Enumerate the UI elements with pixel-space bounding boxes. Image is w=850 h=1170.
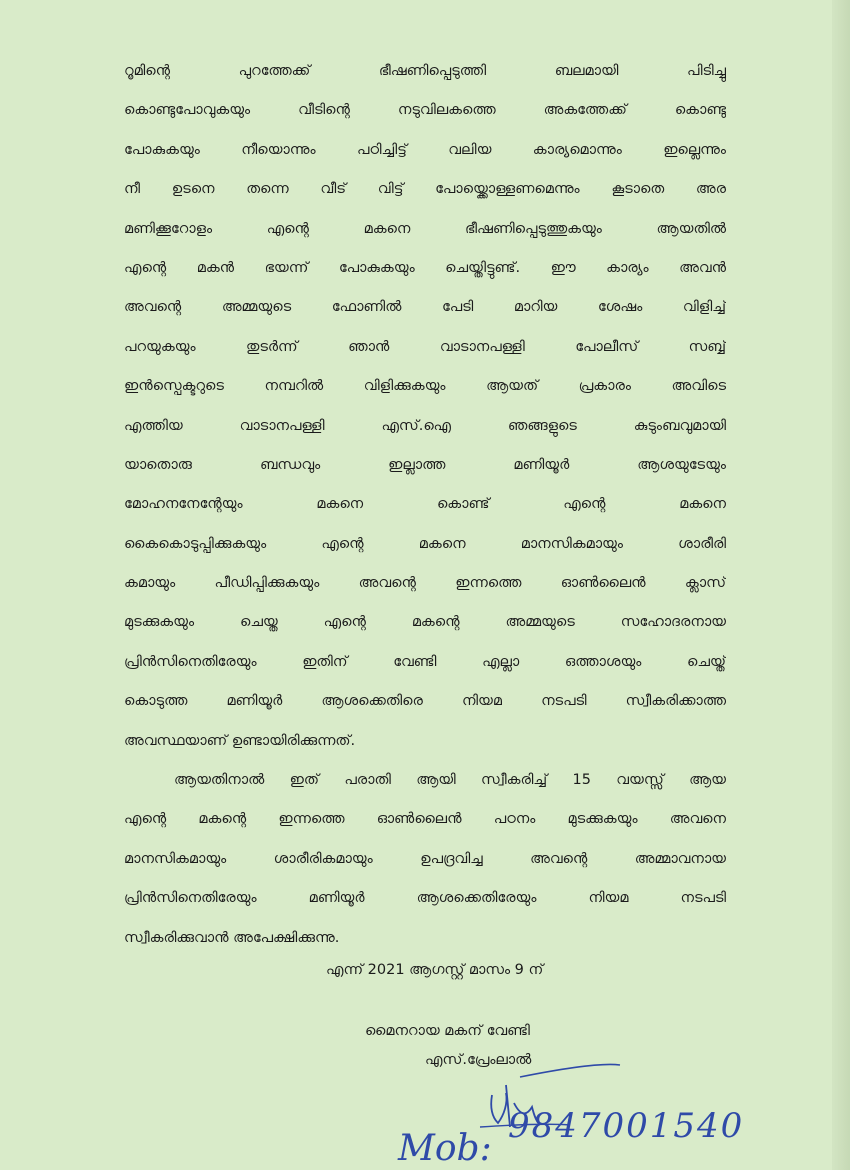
body-line-10: എത്തിയ വാടാനപള്ളി എസ്.ഐ ഞങ്ങളുടെ കുടുംബവുമായി	[124, 417, 726, 434]
body-line-11: യാതൊരു ബന്ധവും ഇല്ലാത്ത മണിയൂർ ആശയുടേയും	[124, 456, 726, 473]
body-line-20: എന്റെ മകന്റെ ഇന്നത്തെ ഓൺലൈൻ പഠനം മുടക്കുകയും അവനെ	[124, 811, 726, 828]
body-line-22: പ്രിൻസിനെതിരേയും മണിയൂർ ആശക്കെതിരേയും നിയമ നടപടി	[124, 890, 726, 907]
body-line-7: അവന്റെ അമ്മയുടെ ഫോണിൽ പേടി മാറിയ ശേഷം വിളിച്ച്	[124, 299, 726, 316]
body-line-21: മാനസികമായും ശാരീരികമായും ഉപദ്രവിച്ച അവന്റെ അമ്മാവനായ	[124, 850, 726, 867]
body-line-23: സ്വീകരിക്കുവാൻ അപേക്ഷിക്കുന്നു.	[124, 929, 340, 946]
body-line-17: കൊടുത്ത മണിയൂർ ആശക്കെതിരെ നിയമ നടപടി സ്വീകരിക്കാത്ത	[124, 693, 726, 710]
body-line-14: കമായും പീഡിപ്പിക്കുകയും അവന്റെ ഇന്നത്തെ ഓൺലൈൻ ക്ലാസ്	[124, 575, 726, 592]
letter-body	[124, 52, 726, 958]
body-line-5: മണിക്കൂറോളം എന്റെ മകനെ ഭീഷണിപ്പെടുത്തുകയും ആയതിൽ	[124, 220, 726, 237]
body-line-9: ഇൻസ്പെക്ടറുടെ നമ്പറിൽ വിളിക്കുകയും ആയത് പ്രകാരം അവിടെ	[124, 378, 726, 395]
body-line-19: ആയതിനാൽ ഇത് പരാതി ആയി സ്വീകരിച്ച് 15 വയസ്സ് ആയ	[174, 772, 726, 789]
signatory-line-2: എസ്.പ്രേംലാൽ	[425, 1052, 532, 1068]
body-line-3: പോകുകയും നീയൊന്നും പഠിച്ചിട്ട് വലിയ കാര്യമൊന്നും ഇല്ലെന്നും	[124, 141, 726, 158]
body-line-8: പറയുകയും തുടർന്ന് ഞാൻ വാടാനപള്ളി പോലീസ് സബ്ബ്	[124, 338, 726, 355]
body-line-2: കൊണ്ടുപോവുകയും വീടിന്റെ നടുവിലകത്തെ അകത്തേക്ക് കൊണ്ടു	[124, 102, 726, 119]
body-line-12: മോഹനനേന്റേയും മകനെ കൊണ്ട് എന്റെ മകനെ	[124, 496, 726, 513]
handwritten-mobile-prefix: Mob:	[398, 1128, 492, 1169]
handwritten-phone-number: 9847001540	[508, 1106, 745, 1146]
body-line-13: കൈകൊടുപ്പിക്കുകയും എന്റെ മകനെ മാനസികമായും ശാരീരി	[124, 535, 726, 552]
body-line-6: എന്റെ മകൻ ഭയന്ന് പോകുകയും ചെയ്തിട്ടുണ്ട്. ഈ കാര്യം അവൻ	[124, 259, 726, 276]
body-line-15: മുടക്കുകയും ചെയ്ത എന്റെ മകന്റെ അമ്മയുടെ സഹോദരനായ	[124, 614, 726, 631]
body-line-4: നീ ഉടനെ തന്നെ വീട് വിട്ട് പോയ്ക്കൊള്ളണമെന്നും കൂടാതെ അര	[124, 181, 726, 198]
date-line: എന്ന് 2021 ആഗസ്റ്റ് മാസം 9 ന്	[326, 962, 544, 978]
body-line-16: പ്രിൻസിനെതിരേയും ഇതിന് വേണ്ടി എല്ലാ ഒത്താശയും ചെയ്ത്	[124, 653, 726, 670]
body-line-18: അവസ്ഥയാണ് ഉണ്ടായിരിക്കുന്നത്.	[124, 732, 356, 749]
paper-edge	[832, 0, 850, 1170]
body-line-1: റൂമിന്റെ പുറത്തേക്ക് ഭീഷണിപ്പെടുത്തി ബലമായി പിടിച്ചു	[124, 63, 726, 79]
signatory-line-1: മൈനറായ മകന് വേണ്ടി	[365, 1023, 530, 1039]
